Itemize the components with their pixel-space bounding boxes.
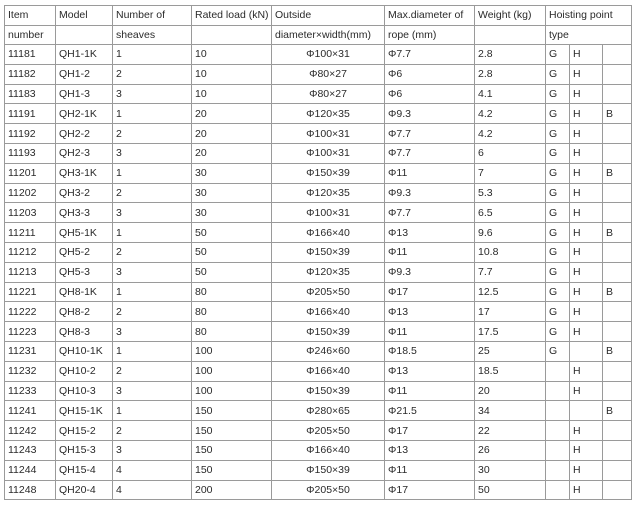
cell-item-number: 11221 bbox=[5, 282, 56, 302]
table-row bbox=[5, 282, 632, 302]
cell-rated-load: 20 bbox=[192, 104, 272, 124]
cell-model: QH5-2 bbox=[56, 242, 113, 262]
cell-sheaves: 2 bbox=[113, 302, 192, 322]
cell-max-rope: Φ6 bbox=[385, 84, 475, 104]
cell-sheaves: 2 bbox=[113, 361, 192, 381]
cell-hoist-g: G bbox=[546, 45, 570, 65]
cell-hoist-b bbox=[603, 183, 632, 203]
cell-hoist-g: G bbox=[546, 64, 570, 84]
cell-model: QH15-4 bbox=[56, 460, 113, 480]
cell-item-number: 11233 bbox=[5, 381, 56, 401]
cell-outside-dim: Φ100×31 bbox=[272, 143, 385, 163]
table-row bbox=[5, 64, 632, 84]
table-row bbox=[5, 262, 632, 282]
table-row bbox=[5, 460, 632, 480]
header-outside-dim: Outside bbox=[272, 6, 385, 26]
cell-max-rope: Φ13 bbox=[385, 440, 475, 460]
header-item-2: number bbox=[5, 25, 56, 45]
cell-item-number: 11211 bbox=[5, 223, 56, 243]
cell-model: QH15-3 bbox=[56, 440, 113, 460]
header-row-2 bbox=[5, 25, 632, 45]
cell-model: QH3-3 bbox=[56, 203, 113, 223]
table-row bbox=[5, 203, 632, 223]
cell-max-rope: Φ17 bbox=[385, 282, 475, 302]
cell-hoist-g: G bbox=[546, 262, 570, 282]
cell-sheaves: 3 bbox=[113, 381, 192, 401]
cell-item-number: 11192 bbox=[5, 124, 56, 144]
cell-hoist-h: H bbox=[570, 460, 603, 480]
cell-hoist-h: H bbox=[570, 104, 603, 124]
cell-rated-load: 80 bbox=[192, 322, 272, 342]
header-weight-2 bbox=[475, 25, 546, 45]
cell-max-rope: Φ7.7 bbox=[385, 45, 475, 65]
cell-rated-load: 200 bbox=[192, 480, 272, 500]
cell-item-number: 11182 bbox=[5, 64, 56, 84]
cell-hoist-g: G bbox=[546, 223, 570, 243]
cell-hoist-g bbox=[546, 401, 570, 421]
cell-model: QH1-2 bbox=[56, 64, 113, 84]
cell-outside-dim: Φ150×39 bbox=[272, 163, 385, 183]
cell-hoist-g: G bbox=[546, 282, 570, 302]
cell-weight: 10.8 bbox=[475, 242, 546, 262]
cell-max-rope: Φ13 bbox=[385, 302, 475, 322]
cell-max-rope: Φ9.3 bbox=[385, 104, 475, 124]
cell-max-rope: Φ11 bbox=[385, 322, 475, 342]
cell-max-rope: Φ17 bbox=[385, 421, 475, 441]
cell-weight: 25 bbox=[475, 341, 546, 361]
cell-max-rope: Φ11 bbox=[385, 460, 475, 480]
table-row bbox=[5, 242, 632, 262]
cell-hoist-b bbox=[603, 421, 632, 441]
header-model-2 bbox=[56, 25, 113, 45]
cell-hoist-b bbox=[603, 45, 632, 65]
cell-sheaves: 3 bbox=[113, 143, 192, 163]
cell-model: QH2-3 bbox=[56, 143, 113, 163]
cell-hoist-g bbox=[546, 361, 570, 381]
cell-rated-load: 80 bbox=[192, 282, 272, 302]
cell-item-number: 11203 bbox=[5, 203, 56, 223]
cell-model: QH8-1K bbox=[56, 282, 113, 302]
cell-outside-dim: Φ205×50 bbox=[272, 282, 385, 302]
spec-table-container bbox=[4, 5, 632, 500]
header-weight: Weight (kg) bbox=[475, 6, 546, 26]
cell-item-number: 11248 bbox=[5, 480, 56, 500]
cell-rated-load: 50 bbox=[192, 262, 272, 282]
cell-hoist-h: H bbox=[570, 381, 603, 401]
cell-hoist-g: G bbox=[546, 183, 570, 203]
cell-hoist-g bbox=[546, 381, 570, 401]
header-max-rope-2: rope (mm) bbox=[385, 25, 475, 45]
cell-sheaves: 3 bbox=[113, 262, 192, 282]
cell-max-rope: Φ7.7 bbox=[385, 143, 475, 163]
cell-weight: 30 bbox=[475, 460, 546, 480]
cell-item-number: 11241 bbox=[5, 401, 56, 421]
cell-outside-dim: Φ166×40 bbox=[272, 361, 385, 381]
cell-outside-dim: Φ150×39 bbox=[272, 242, 385, 262]
cell-model: QH1-3 bbox=[56, 84, 113, 104]
table-row bbox=[5, 341, 632, 361]
cell-hoist-g: G bbox=[546, 203, 570, 223]
cell-weight: 20 bbox=[475, 381, 546, 401]
cell-hoist-h: H bbox=[570, 84, 603, 104]
cell-rated-load: 10 bbox=[192, 84, 272, 104]
cell-outside-dim: Φ100×31 bbox=[272, 124, 385, 144]
cell-sheaves: 1 bbox=[113, 45, 192, 65]
cell-rated-load: 100 bbox=[192, 381, 272, 401]
cell-hoist-h: H bbox=[570, 203, 603, 223]
header-rated-load-2 bbox=[192, 25, 272, 45]
cell-weight: 2.8 bbox=[475, 64, 546, 84]
cell-weight: 50 bbox=[475, 480, 546, 500]
cell-weight: 26 bbox=[475, 440, 546, 460]
cell-rated-load: 10 bbox=[192, 45, 272, 65]
cell-model: QH10-2 bbox=[56, 361, 113, 381]
cell-hoist-h: H bbox=[570, 361, 603, 381]
cell-item-number: 11243 bbox=[5, 440, 56, 460]
cell-hoist-b bbox=[603, 381, 632, 401]
cell-hoist-h: H bbox=[570, 223, 603, 243]
header-max-rope: Max.diameter of bbox=[385, 6, 475, 26]
cell-rated-load: 10 bbox=[192, 64, 272, 84]
cell-weight: 6 bbox=[475, 143, 546, 163]
cell-sheaves: 3 bbox=[113, 203, 192, 223]
cell-hoist-b: B bbox=[603, 401, 632, 421]
cell-outside-dim: Φ120×35 bbox=[272, 183, 385, 203]
table-row bbox=[5, 104, 632, 124]
header-sheaves: Number of bbox=[113, 6, 192, 26]
cell-item-number: 11223 bbox=[5, 322, 56, 342]
cell-outside-dim: Φ120×35 bbox=[272, 262, 385, 282]
cell-hoist-h: H bbox=[570, 262, 603, 282]
cell-weight: 7 bbox=[475, 163, 546, 183]
cell-sheaves: 1 bbox=[113, 104, 192, 124]
cell-max-rope: Φ7.7 bbox=[385, 203, 475, 223]
cell-hoist-h: H bbox=[570, 45, 603, 65]
cell-max-rope: Φ13 bbox=[385, 223, 475, 243]
cell-outside-dim: Φ150×39 bbox=[272, 460, 385, 480]
cell-sheaves: 4 bbox=[113, 460, 192, 480]
cell-hoist-g: G bbox=[546, 84, 570, 104]
cell-hoist-b bbox=[603, 124, 632, 144]
cell-hoist-b: B bbox=[603, 163, 632, 183]
table-row bbox=[5, 421, 632, 441]
cell-max-rope: Φ21.5 bbox=[385, 401, 475, 421]
cell-hoist-b bbox=[603, 84, 632, 104]
cell-max-rope: Φ9.3 bbox=[385, 262, 475, 282]
cell-hoist-g: G bbox=[546, 302, 570, 322]
cell-hoist-h: H bbox=[570, 440, 603, 460]
cell-item-number: 11232 bbox=[5, 361, 56, 381]
table-row bbox=[5, 84, 632, 104]
cell-hoist-b bbox=[603, 262, 632, 282]
cell-hoist-b: B bbox=[603, 341, 632, 361]
table-row bbox=[5, 361, 632, 381]
cell-item-number: 11181 bbox=[5, 45, 56, 65]
cell-rated-load: 150 bbox=[192, 401, 272, 421]
cell-item-number: 11231 bbox=[5, 341, 56, 361]
cell-hoist-b bbox=[603, 64, 632, 84]
cell-outside-dim: Φ150×39 bbox=[272, 381, 385, 401]
cell-hoist-b bbox=[603, 203, 632, 223]
cell-sheaves: 1 bbox=[113, 282, 192, 302]
table-row bbox=[5, 322, 632, 342]
cell-weight: 34 bbox=[475, 401, 546, 421]
cell-sheaves: 1 bbox=[113, 341, 192, 361]
cell-hoist-g: G bbox=[546, 163, 570, 183]
cell-sheaves: 3 bbox=[113, 322, 192, 342]
cell-sheaves: 3 bbox=[113, 440, 192, 460]
cell-hoist-g bbox=[546, 460, 570, 480]
cell-hoist-g: G bbox=[546, 242, 570, 262]
cell-max-rope: Φ11 bbox=[385, 242, 475, 262]
header-rated-load: Rated load (kN) bbox=[192, 6, 272, 26]
cell-weight: 18.5 bbox=[475, 361, 546, 381]
cell-weight: 4.2 bbox=[475, 104, 546, 124]
cell-weight: 6.5 bbox=[475, 203, 546, 223]
cell-sheaves: 1 bbox=[113, 401, 192, 421]
cell-hoist-h: H bbox=[570, 183, 603, 203]
cell-hoist-b: B bbox=[603, 223, 632, 243]
cell-rated-load: 20 bbox=[192, 124, 272, 144]
table-row bbox=[5, 45, 632, 65]
cell-item-number: 11191 bbox=[5, 104, 56, 124]
cell-hoist-g: G bbox=[546, 341, 570, 361]
cell-outside-dim: Φ120×35 bbox=[272, 104, 385, 124]
cell-outside-dim: Φ80×27 bbox=[272, 64, 385, 84]
cell-outside-dim: Φ166×40 bbox=[272, 302, 385, 322]
cell-max-rope: Φ17 bbox=[385, 480, 475, 500]
cell-hoist-g bbox=[546, 480, 570, 500]
cell-rated-load: 100 bbox=[192, 341, 272, 361]
cell-hoist-h: H bbox=[570, 124, 603, 144]
cell-hoist-b: B bbox=[603, 104, 632, 124]
header-hoisting-point: Hoisting point bbox=[546, 6, 632, 26]
cell-weight: 4.2 bbox=[475, 124, 546, 144]
cell-hoist-h: H bbox=[570, 480, 603, 500]
cell-item-number: 11202 bbox=[5, 183, 56, 203]
cell-hoist-b bbox=[603, 242, 632, 262]
cell-max-rope: Φ9.3 bbox=[385, 183, 475, 203]
header-row-1 bbox=[5, 6, 632, 26]
cell-weight: 7.7 bbox=[475, 262, 546, 282]
cell-sheaves: 2 bbox=[113, 421, 192, 441]
cell-hoist-b bbox=[603, 460, 632, 480]
cell-hoist-b bbox=[603, 440, 632, 460]
cell-hoist-h: H bbox=[570, 282, 603, 302]
cell-hoist-h: H bbox=[570, 302, 603, 322]
cell-outside-dim: Φ166×40 bbox=[272, 223, 385, 243]
cell-rated-load: 30 bbox=[192, 163, 272, 183]
cell-outside-dim: Φ166×40 bbox=[272, 440, 385, 460]
cell-sheaves: 1 bbox=[113, 163, 192, 183]
cell-outside-dim: Φ246×60 bbox=[272, 341, 385, 361]
cell-rated-load: 150 bbox=[192, 421, 272, 441]
cell-outside-dim: Φ80×27 bbox=[272, 84, 385, 104]
cell-weight: 9.6 bbox=[475, 223, 546, 243]
cell-weight: 2.8 bbox=[475, 45, 546, 65]
spec-table-body bbox=[5, 45, 632, 500]
table-row bbox=[5, 143, 632, 163]
cell-item-number: 11193 bbox=[5, 143, 56, 163]
cell-model: QH2-2 bbox=[56, 124, 113, 144]
cell-hoist-g bbox=[546, 440, 570, 460]
cell-sheaves: 1 bbox=[113, 223, 192, 243]
header-outside-dim-2: diameter×width(mm) bbox=[272, 25, 385, 45]
cell-hoist-h: H bbox=[570, 64, 603, 84]
cell-hoist-g: G bbox=[546, 124, 570, 144]
cell-sheaves: 2 bbox=[113, 64, 192, 84]
cell-hoist-h: H bbox=[570, 143, 603, 163]
cell-model: QH15-2 bbox=[56, 421, 113, 441]
cell-sheaves: 2 bbox=[113, 183, 192, 203]
cell-model: QH5-3 bbox=[56, 262, 113, 282]
cell-rated-load: 50 bbox=[192, 223, 272, 243]
cell-sheaves: 2 bbox=[113, 124, 192, 144]
cell-outside-dim: Φ280×65 bbox=[272, 401, 385, 421]
cell-sheaves: 2 bbox=[113, 242, 192, 262]
cell-hoist-g: G bbox=[546, 143, 570, 163]
pulley-block-spec-table bbox=[4, 5, 632, 500]
cell-hoist-b bbox=[603, 302, 632, 322]
cell-outside-dim: Φ150×39 bbox=[272, 322, 385, 342]
cell-rated-load: 30 bbox=[192, 203, 272, 223]
table-row bbox=[5, 302, 632, 322]
cell-hoist-b bbox=[603, 143, 632, 163]
cell-hoist-h: H bbox=[570, 322, 603, 342]
cell-sheaves: 4 bbox=[113, 480, 192, 500]
cell-hoist-h bbox=[570, 401, 603, 421]
cell-item-number: 11201 bbox=[5, 163, 56, 183]
cell-outside-dim: Φ205×50 bbox=[272, 480, 385, 500]
cell-item-number: 11212 bbox=[5, 242, 56, 262]
cell-hoist-b bbox=[603, 361, 632, 381]
cell-model: QH20-4 bbox=[56, 480, 113, 500]
table-row bbox=[5, 401, 632, 421]
cell-model: QH2-1K bbox=[56, 104, 113, 124]
cell-model: QH10-3 bbox=[56, 381, 113, 401]
cell-rated-load: 80 bbox=[192, 302, 272, 322]
header-hoisting-type: type bbox=[546, 25, 632, 45]
cell-hoist-b bbox=[603, 480, 632, 500]
cell-model: QH3-1K bbox=[56, 163, 113, 183]
cell-rated-load: 150 bbox=[192, 460, 272, 480]
cell-hoist-b: B bbox=[603, 282, 632, 302]
cell-model: QH8-2 bbox=[56, 302, 113, 322]
cell-outside-dim: Φ100×31 bbox=[272, 45, 385, 65]
cell-hoist-g: G bbox=[546, 104, 570, 124]
cell-weight: 5.3 bbox=[475, 183, 546, 203]
table-row bbox=[5, 223, 632, 243]
table-row bbox=[5, 163, 632, 183]
cell-rated-load: 150 bbox=[192, 440, 272, 460]
cell-weight: 12.5 bbox=[475, 282, 546, 302]
header-sheaves-2: sheaves bbox=[113, 25, 192, 45]
cell-hoist-g: G bbox=[546, 322, 570, 342]
cell-item-number: 11213 bbox=[5, 262, 56, 282]
table-row bbox=[5, 480, 632, 500]
cell-rated-load: 20 bbox=[192, 143, 272, 163]
cell-max-rope: Φ11 bbox=[385, 163, 475, 183]
cell-model: QH5-1K bbox=[56, 223, 113, 243]
cell-item-number: 11242 bbox=[5, 421, 56, 441]
cell-hoist-g bbox=[546, 421, 570, 441]
cell-item-number: 11222 bbox=[5, 302, 56, 322]
cell-model: QH8-3 bbox=[56, 322, 113, 342]
cell-model: QH15-1K bbox=[56, 401, 113, 421]
cell-outside-dim: Φ205×50 bbox=[272, 421, 385, 441]
cell-max-rope: Φ7.7 bbox=[385, 124, 475, 144]
table-row bbox=[5, 183, 632, 203]
cell-rated-load: 100 bbox=[192, 361, 272, 381]
table-row bbox=[5, 124, 632, 144]
cell-max-rope: Φ6 bbox=[385, 64, 475, 84]
cell-hoist-b bbox=[603, 322, 632, 342]
cell-max-rope: Φ18.5 bbox=[385, 341, 475, 361]
cell-outside-dim: Φ100×31 bbox=[272, 203, 385, 223]
cell-weight: 17.5 bbox=[475, 322, 546, 342]
cell-hoist-h: H bbox=[570, 163, 603, 183]
cell-weight: 4.1 bbox=[475, 84, 546, 104]
header-model: Model bbox=[56, 6, 113, 26]
cell-weight: 17 bbox=[475, 302, 546, 322]
cell-item-number: 11183 bbox=[5, 84, 56, 104]
cell-max-rope: Φ13 bbox=[385, 361, 475, 381]
cell-model: QH3-2 bbox=[56, 183, 113, 203]
header-item: Item bbox=[5, 6, 56, 26]
cell-rated-load: 30 bbox=[192, 183, 272, 203]
cell-item-number: 11244 bbox=[5, 460, 56, 480]
cell-model: QH10-1K bbox=[56, 341, 113, 361]
cell-hoist-h bbox=[570, 341, 603, 361]
cell-sheaves: 3 bbox=[113, 84, 192, 104]
cell-hoist-h: H bbox=[570, 242, 603, 262]
cell-weight: 22 bbox=[475, 421, 546, 441]
cell-rated-load: 50 bbox=[192, 242, 272, 262]
table-row bbox=[5, 381, 632, 401]
cell-max-rope: Φ11 bbox=[385, 381, 475, 401]
cell-hoist-h: H bbox=[570, 421, 603, 441]
cell-model: QH1-1K bbox=[56, 45, 113, 65]
table-row bbox=[5, 440, 632, 460]
